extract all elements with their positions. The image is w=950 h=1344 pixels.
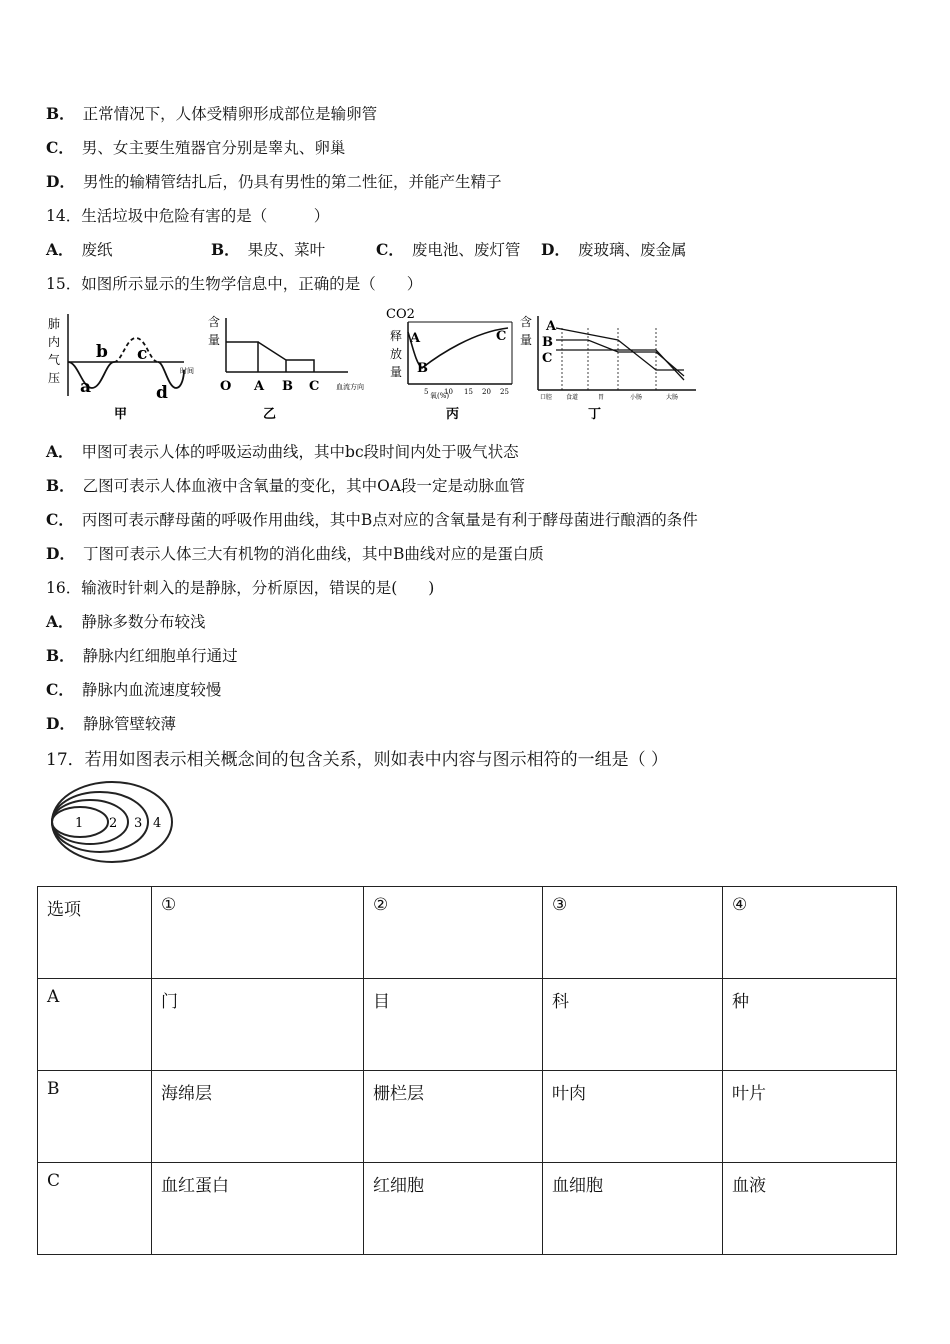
jia-ylabel-2: 气 [48,353,61,367]
jia-xlabel: 时间 [180,367,194,375]
q14-option-a: A． 废纸 [46,240,113,259]
bing-tick-5: 5 [424,388,429,396]
bing-xlabel: 氧(%) [430,392,450,400]
table-cell: 红细胞 [364,1163,543,1255]
ellipse-label-1: 1 [75,816,84,831]
ding-label-c: C [542,351,553,366]
q14-option-d: D． 废玻璃、废金属 [541,240,687,259]
ding-label-a: A [546,319,557,334]
q16-option-d: D． 静脉管壁较薄 [46,714,176,733]
q13-option-d: D． 男性的输精管结扎后，仍具有男性的第二性征，并能产生精子 [46,172,502,191]
q15-option-a: A． 甲图可表示人体的呼吸运动曲线，其中bc段时间内处于吸气状态 [46,442,519,461]
bing-point-a: A [410,331,421,346]
q14-option-c: C． 废电池、废灯管 [376,240,521,259]
q17-table [37,886,897,1255]
table-row [38,1163,897,1255]
jia-caption: 甲 [114,407,128,422]
yi-tick-b: B [282,379,293,394]
table-cell: 科 [543,979,723,1071]
jia-curve-2 [114,338,158,362]
table-header-cell: ④ [723,887,897,979]
bing-tick-10: 10 [444,388,453,396]
yi-xlabel: 血流方向 [336,383,364,391]
q16-option-c: C． 静脉内血流速度较慢 [46,680,222,699]
yi-caption: 乙 [263,407,277,422]
q17-nested-ellipses [50,776,175,866]
q14-options [46,238,686,260]
table-header-cell: ① [152,887,364,979]
ding-label-b: B [542,335,553,350]
table-cell: 目 [364,979,543,1071]
bing-tick-15: 15 [464,388,473,396]
ellipse-label-3: 3 [134,816,143,831]
yi-ylabel-1: 量 [208,333,221,347]
jia-ylabel-0: 肺 [48,317,61,331]
bing-ylabel-2: 量 [390,365,403,379]
q16-option-a: A． 静脉多数分布较浅 [46,612,206,631]
jia-ylabel-1: 内 [48,335,61,349]
table-cell: 血红蛋白 [152,1163,364,1255]
table-row [38,979,897,1071]
table-cell: 叶肉 [543,1071,723,1163]
table-cell: 门 [152,979,364,1071]
ding-tick-2: 胃 [598,394,605,401]
jia-point-c: c [137,344,148,364]
table-cell: 血细胞 [543,1163,723,1255]
figure-bing [384,304,524,425]
yi-tick-o: O [220,379,232,394]
bing-tick-25: 25 [500,388,509,396]
bing-ylabel-0: 释 [390,329,403,343]
yi-ylabel-0: 含 [208,315,221,329]
ding-curve-c [556,350,684,380]
table-cell: A [38,979,152,1071]
ding-tick-1: 食道 [566,394,579,401]
ding-curve-a [556,328,684,370]
q13-option-c: C． 男、女主要生殖器官分别是睾丸、卵巢 [46,138,346,157]
table-header-row [38,887,897,979]
bing-caption: 丙 [446,407,460,422]
yi-step-oa [226,342,258,372]
table-row [38,1071,897,1163]
figure-yi [208,310,378,425]
yi-tick-c: C [309,379,320,394]
ding-ylabel-0: 含 [520,315,533,329]
yi-step-bc [286,360,314,372]
table-cell: 叶片 [723,1071,897,1163]
table-header-cell: ② [364,887,543,979]
q16-stem: 16．输液时针刺入的是静脉，分析原因，错误的是( ) [46,579,435,597]
jia-point-a: a [80,377,92,397]
table-cell: B [38,1071,152,1163]
bing-point-c: C [496,329,507,344]
yi-step-ab [258,342,286,372]
q16-option-b: B． 静脉内红细胞单行通过 [46,646,238,665]
q17-stem: 17．若用如图表示相关概念间的包含关系，则如表中内容与图示相符的一组是（ ） [46,750,669,770]
bing-ylabel-1: 放 [390,347,403,361]
table-cell: C [38,1163,152,1255]
jia-ylabel-3: 压 [48,371,61,385]
q15-option-b: B． 乙图可表示人体血液中含氧量的变化，其中OA段一定是动脉血管 [46,476,526,495]
table-header-cell: 选项 [38,887,152,979]
ding-ylabel-1: 量 [520,333,533,347]
table-cell: 海绵层 [152,1071,364,1163]
ding-tick-4: 大肠 [666,394,679,401]
q13-option-b: B． 正常情况下，人体受精卵形成部位是输卵管 [46,104,378,123]
q15-option-d: D． 丁图可表示人体三大有机物的消化曲线，其中B曲线对应的是蛋白质 [46,544,544,563]
figure-ding [520,310,700,425]
jia-point-b: b [96,342,108,362]
bing-tick-20: 20 [482,388,491,396]
yi-tick-a: A [254,379,265,394]
q14-option-b: B． 果皮、菜叶 [211,240,326,259]
ellipse-label-2: 2 [109,816,118,831]
table-header-cell: ③ [543,887,723,979]
ellipse-label-4: 4 [153,816,162,831]
figure-jia [44,310,204,425]
ding-tick-3: 小肠 [630,394,643,401]
q14-stem: 14．生活垃圾中危险有害的是（ ） [46,207,330,225]
bing-ylabel-top: CO2 [386,307,415,322]
ding-tick-0: 口腔 [540,394,553,401]
table-cell: 栅栏层 [364,1071,543,1163]
table-cell: 种 [723,979,897,1071]
jia-point-d: d [156,383,168,403]
bing-point-b: B [417,361,428,376]
q15-option-c: C． 丙图可表示酵母菌的呼吸作用曲线，其中B点对应的含氧量是有利于酵母菌进行酿酒的条件 [46,510,698,529]
table-cell: 血液 [723,1163,897,1255]
ding-caption: 丁 [588,407,602,422]
q15-stem: 15．如图所示显示的生物学信息中，正确的是（ ） [46,275,423,293]
